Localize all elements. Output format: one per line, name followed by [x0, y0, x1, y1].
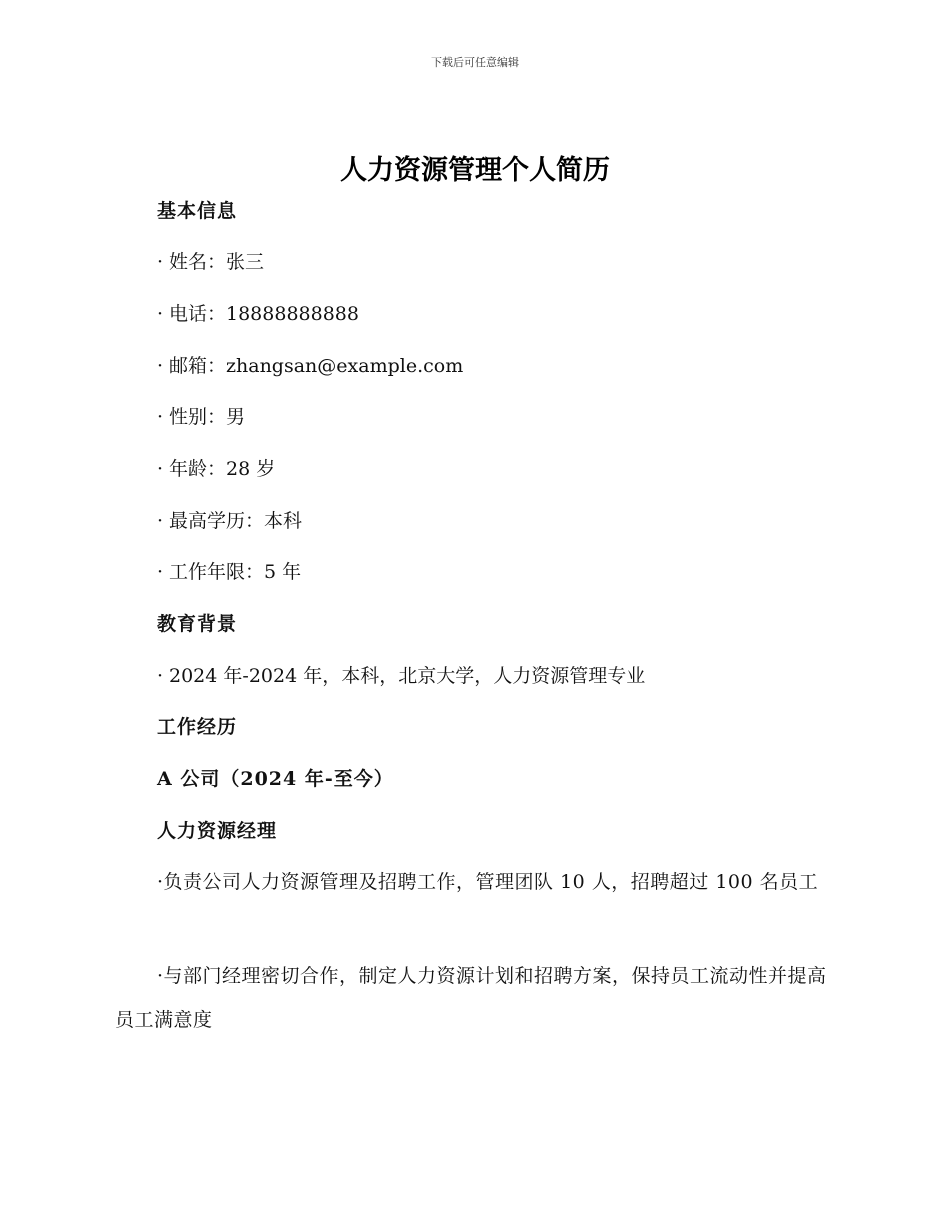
bullet-icon: ·	[157, 871, 164, 893]
work-duty-item	[115, 954, 835, 1042]
info-item-text: 年龄：28 岁	[169, 458, 276, 480]
education-item-text: 2024 年-2024 年，本科，北京大学，人力资源管理专业	[169, 665, 646, 687]
section-heading-education: 教育背景	[157, 613, 238, 635]
info-item-name	[157, 249, 264, 275]
info-item-years	[157, 559, 301, 585]
info-item-text: 邮箱：zhangsan@example.com	[169, 355, 464, 377]
bullet-icon: ·	[157, 251, 164, 273]
bullet-icon: ·	[157, 965, 164, 987]
work-duty-item	[115, 860, 835, 904]
section-heading-basic-info: 基本信息	[157, 200, 238, 222]
bullet-icon: ·	[157, 355, 164, 377]
work-company: A 公司（2024 年-至今）	[157, 768, 394, 790]
info-item-text: 最高学历：本科	[169, 510, 303, 532]
bullet-icon: ·	[157, 303, 164, 325]
bullet-icon: ·	[157, 510, 164, 532]
bullet-icon: ·	[157, 406, 164, 428]
bullet-icon: ·	[157, 665, 164, 687]
info-item-age	[157, 456, 275, 482]
info-item-text: 工作年限：5 年	[169, 561, 302, 583]
education-item	[157, 663, 645, 689]
info-item-text: 电话：18888888888	[169, 303, 359, 325]
resume-title: 人力资源管理个人简历	[340, 155, 610, 186]
work-duty-text: 与部门经理密切合作，制定人力资源计划和招聘方案，保持员工流动性并提高员工满意度	[115, 965, 827, 1031]
work-position: 人力资源经理	[157, 820, 278, 842]
info-item-phone	[157, 301, 359, 327]
info-item-email	[157, 353, 463, 379]
info-item-degree	[157, 508, 302, 534]
header-note: 下载后可任意编辑	[431, 56, 519, 69]
info-item-gender	[157, 404, 245, 430]
section-heading-work: 工作经历	[157, 716, 238, 738]
bullet-icon: ·	[157, 458, 164, 480]
bullet-icon: ·	[157, 561, 164, 583]
info-item-text: 性别：男	[169, 406, 246, 428]
work-duty-text: 负责公司人力资源管理及招聘工作，管理团队 10 人，招聘超过 100 名员工	[163, 871, 819, 893]
info-item-text: 姓名：张三	[169, 251, 265, 273]
